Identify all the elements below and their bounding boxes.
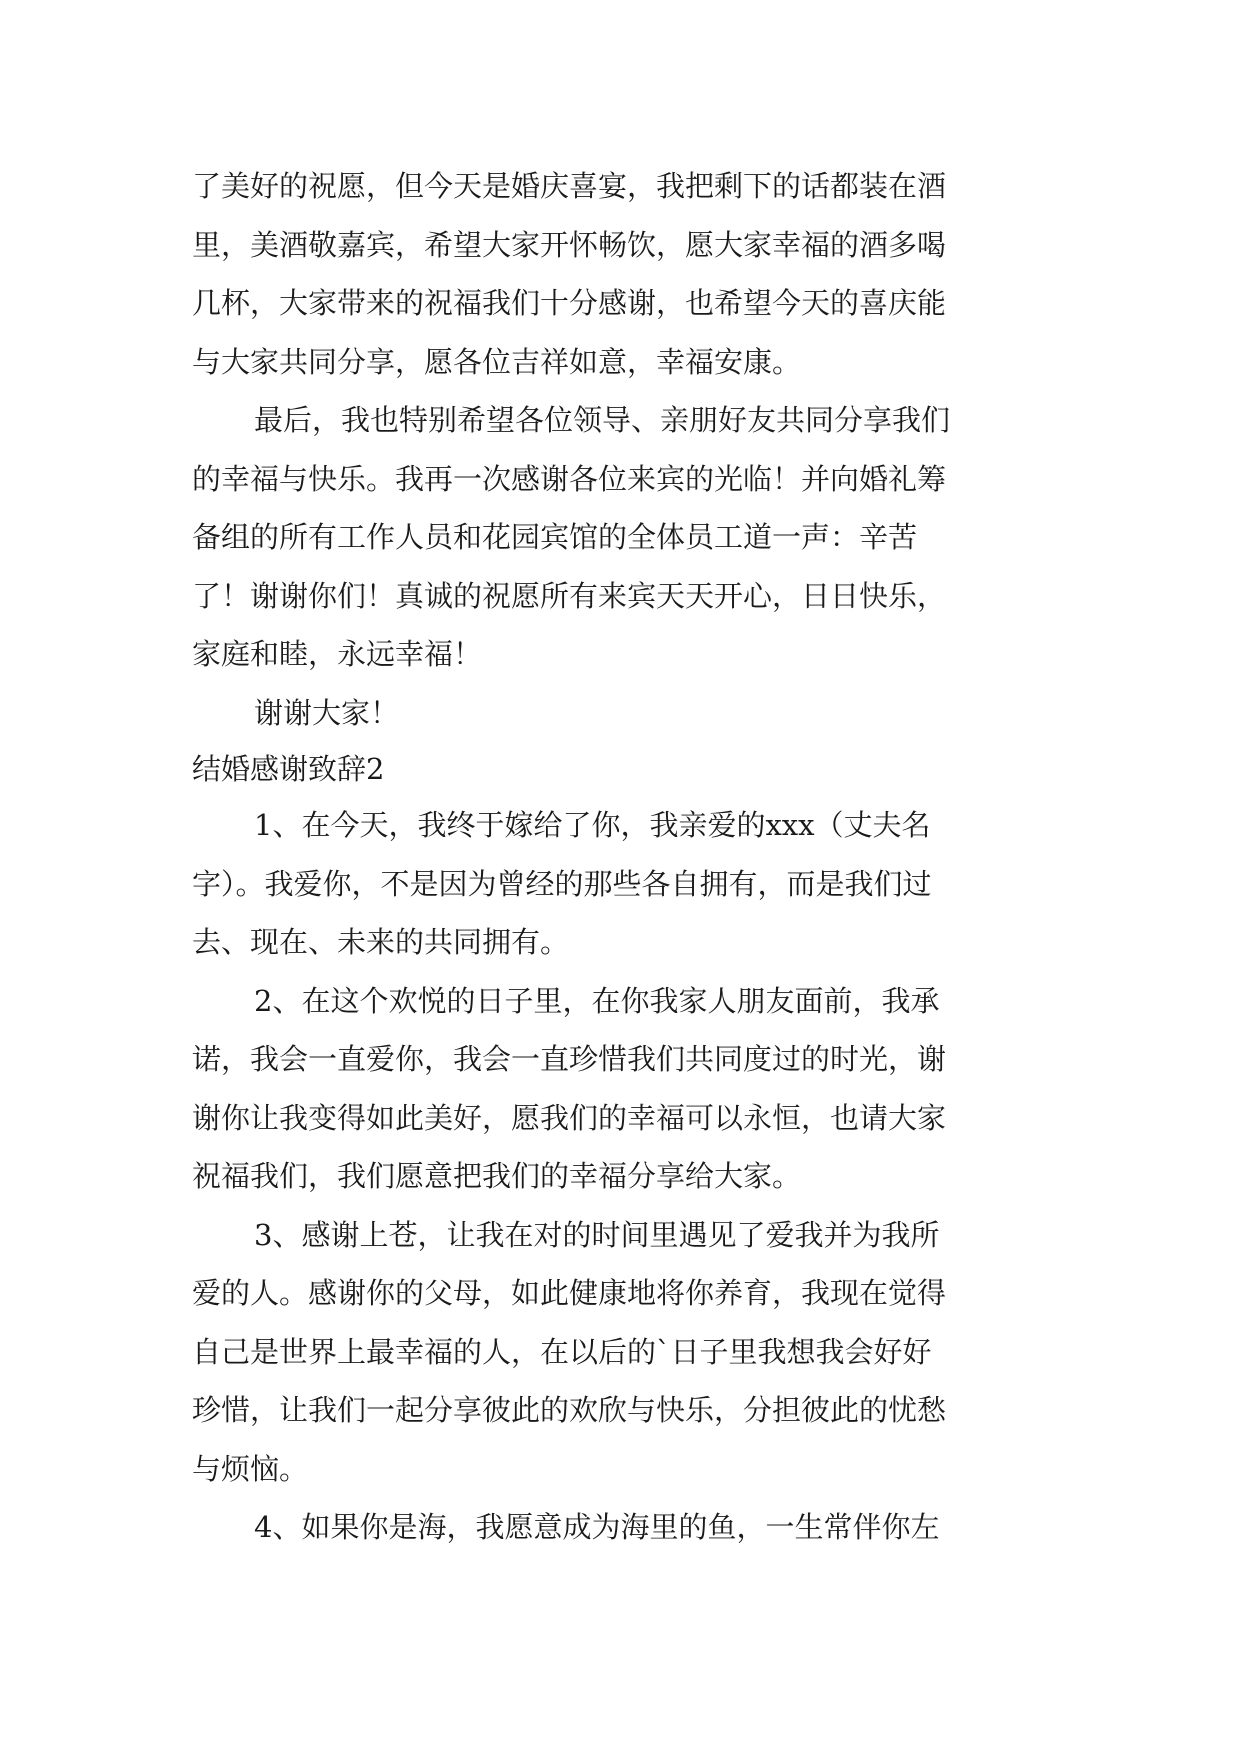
- text-line: 字）。我爱你，不是因为曾经的那些各自拥有，而是我们过: [192, 866, 932, 901]
- text-line: 谢谢大家！: [254, 695, 400, 730]
- text-line: 珍惜，让我们一起分享彼此的欢欣与快乐，分担彼此的忧愁: [192, 1393, 947, 1427]
- text-line: 的幸福与快乐。我再一次感谢各位来宾的光临！并向婚礼筹: [192, 461, 947, 496]
- text-line: 祝福我们，我们愿意把我们的幸福分享给大家。: [192, 1159, 802, 1193]
- text-line: 1、在今天，我终于嫁给了你，我亲爱的xxx（丈夫名: [254, 808, 931, 842]
- text-line: 备组的所有工作人员和花园宾馆的全体员工道一声：辛苦: [192, 520, 918, 554]
- text-line: 去、现在、未来的共同拥有。: [192, 925, 570, 959]
- text-line: 2、在这个欢悦的日子里，在你我家人朋友面前，我承: [254, 983, 940, 1018]
- text-line: 几杯，大家带来的祝福我们十分感谢，也希望今天的喜庆能: [192, 286, 947, 320]
- text-line: 3、感谢上苍，让我在对的时间里遇见了爱我并为我所: [254, 1217, 940, 1252]
- text-line: 里，美酒敬嘉宾，希望大家开怀畅饮，愿大家幸福的酒多喝: [192, 227, 947, 262]
- text-line: 最后，我也特别希望各位领导、亲朋好友共同分享我们: [254, 403, 951, 437]
- document-body: [192, 157, 1054, 1557]
- text-line: 与大家共同分享，愿各位吉祥如意，幸福安康。: [192, 344, 802, 379]
- text-line: 诺，我会一直爱你，我会一直珍惜我们共同度过的时光，谢: [192, 1042, 947, 1076]
- text-line: 自己是世界上最幸福的人，在以后的`日子里我想我会好好: [192, 1334, 932, 1369]
- text-line: 爱的人。感谢你的父母，如此健康地将你养育，我现在觉得: [192, 1276, 947, 1310]
- text-line: 了！谢谢你们！真诚的祝愿所有来宾天天开心，日日快乐，: [192, 578, 947, 613]
- text-line: 4、如果你是海，我愿意成为海里的鱼，一生常伴你左: [254, 1510, 940, 1544]
- section-heading: 结婚感谢致辞2: [192, 752, 385, 786]
- text-line: 谢你让我变得如此美好，愿我们的幸福可以永恒，也请大家: [192, 1100, 947, 1135]
- text-line: 家庭和睦，永远幸福！: [192, 637, 483, 671]
- text-line: 了美好的祝愿，但今天是婚庆喜宴，我把剩下的话都装在酒: [192, 169, 947, 203]
- text-line: 与烦恼。: [192, 1451, 309, 1486]
